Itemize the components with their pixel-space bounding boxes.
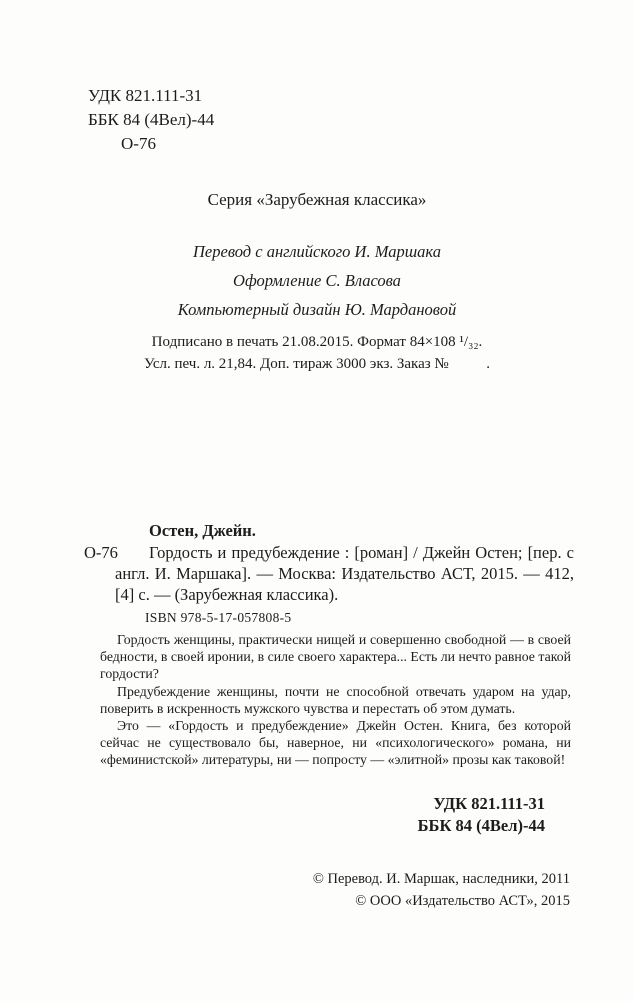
catalog-card (84, 520, 574, 605)
annotation-paragraph: Предубеждение женщины, почти не способной отвечать ударом на удар, поверить в искренность мужского чувства и перестать об этом думать. (100, 683, 571, 716)
classification-block-bottom (418, 793, 545, 837)
classification-block-top (88, 84, 214, 156)
copyright-translation: © Перевод. И. Маршак, наследники, 2011 (312, 871, 570, 887)
design-credit: Оформление С. Власова (233, 271, 401, 290)
catalog-entry (84, 542, 574, 605)
copyright-block (313, 868, 570, 912)
catalog-author: Остен, Джейн. (149, 521, 256, 540)
print-info-block (0, 331, 634, 375)
isbn: ISBN 978-5-17-057808-5 (145, 610, 292, 625)
copyright-publisher: © ООО «Издательство АСТ», 2015 (355, 893, 570, 909)
bbk-code-bottom: ББК 84 (4Вел)-44 (417, 816, 545, 835)
catalog-description: Гордость и предубеждение : [роман] / Джейн Остен; [пер. с англ. И. Маршака]. — Москва: Издательство АСТ, 2015. — 412, [4] с. — (Зарубежная классика). (115, 543, 574, 604)
translator-credit: Перевод с английского И. Маршака (193, 242, 441, 261)
print-run-order: Усл. печ. л. 21,84. Доп. тираж 3000 экз. Заказ № . (144, 356, 490, 372)
credits-block (0, 237, 634, 324)
bbk-code: ББК 84 (4Вел)-44 (88, 110, 215, 129)
annotation-paragraph: Это — «Гордость и предубеждение» Джейн Остен. Книга, без которой сейчас не существовало бы, наверное, ни «психологического» романа, ни «феминистской» литературы, ни — попросту — «элитной» прозы как таковой! (100, 718, 571, 768)
udc-code-bottom: УДК 821.111-31 (433, 794, 545, 813)
series-title: Серия «Зарубежная классика» (207, 190, 427, 209)
author-sign: О-76 (121, 134, 156, 153)
annotation-paragraph: Гордость женщины, практически нищей и совершенно свободной — в своей бедности, в своей иронии, в силе своего характера... Есть ли нечто равное такой гордости? (100, 632, 571, 682)
print-date-format: Подписано в печать 21.08.2015. Формат 84×108 ¹/₃₂. (151, 334, 483, 350)
catalog-index: О-76 (84, 543, 118, 562)
computer-design-credit: Компьютерный дизайн Ю. Мардановой (177, 300, 457, 319)
annotation-block (100, 631, 571, 769)
udc-code: УДК 821.111-31 (88, 86, 203, 105)
